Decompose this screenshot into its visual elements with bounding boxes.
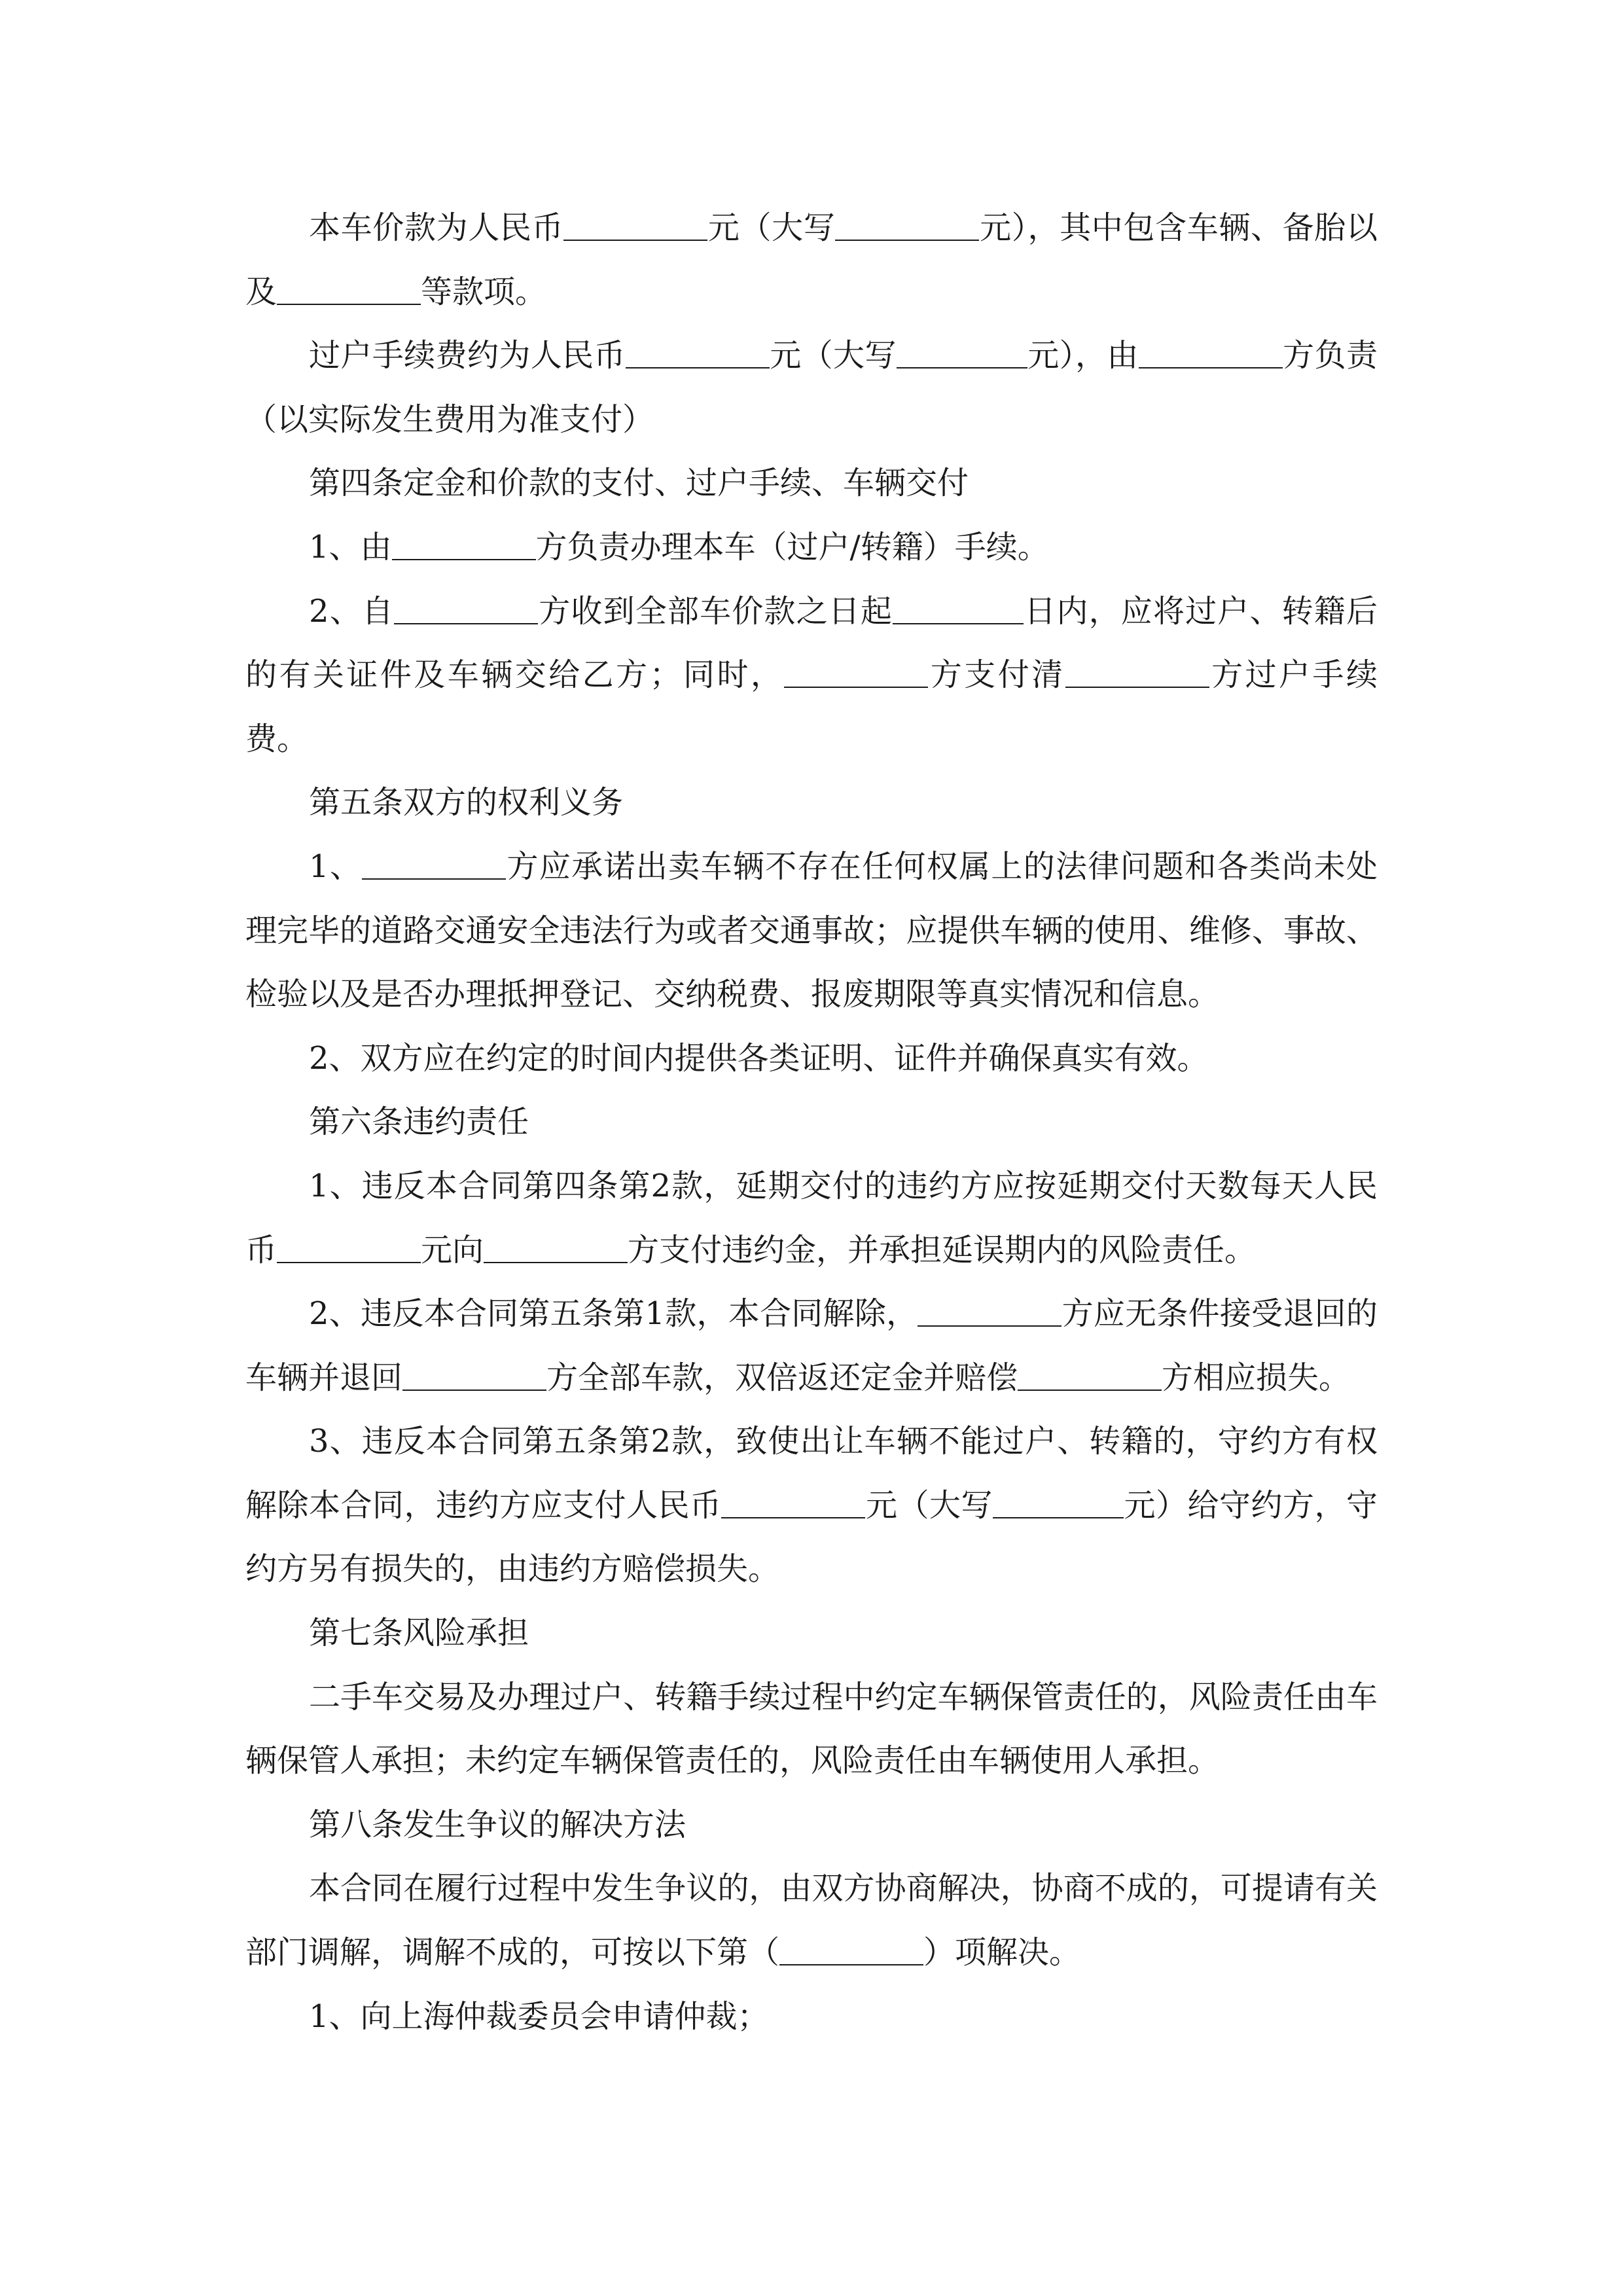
article-8-body: [245, 1857, 1378, 1984]
text: 元）给守约方，守约方另有损失的，由违约方赔偿损失。: [245, 1486, 1378, 1588]
blank-field[interactable]: [362, 851, 506, 880]
blank-field[interactable]: [1139, 340, 1283, 368]
blank-field[interactable]: [394, 596, 538, 624]
blank-field[interactable]: [835, 212, 979, 241]
text: ）项解决。: [923, 1934, 1081, 1971]
text: 本车价款为人民币: [309, 209, 564, 246]
text: 方收到全部车价款之日起: [538, 592, 893, 630]
text: 方负责（以实际发生费用为准支付）: [245, 337, 1378, 438]
blank-field[interactable]: [277, 1234, 421, 1263]
transfer-fee-clause: [245, 324, 1378, 452]
article-4-item-1: [245, 516, 1378, 580]
text: 2、自: [309, 592, 395, 630]
text: 2、违反本合同第五条第1款，本合同解除，: [309, 1295, 918, 1333]
text: 元（大写: [865, 1486, 993, 1524]
article-6-item-2: [245, 1282, 1378, 1410]
text: 方相应损失。: [1162, 1359, 1351, 1396]
article-7-heading: 第七条风险承担: [309, 1615, 529, 1652]
article-6-item-1: [245, 1155, 1378, 1282]
blank-field[interactable]: [392, 531, 536, 560]
text: 方应无条件接受退回的车辆并退回: [245, 1295, 1378, 1396]
text: 元（大写: [707, 209, 836, 246]
text: 等款项。: [421, 273, 547, 310]
text: 1、违反本合同第四条第2款，延期交付的违约方应按延期交付天数每天人民币: [245, 1167, 1378, 1268]
text: 方应承诺出卖车辆不存在任何权属上的法律问题和各类尚未处理完毕的道路交通安全违法行为或者交通事故；应提供车辆的使用、维修、事故、检验以及是否办理抵押登记、交纳税费、报废期限等真实情况和信息。: [245, 848, 1378, 1013]
blank-field[interactable]: [277, 276, 421, 305]
blank-field[interactable]: [897, 340, 1027, 368]
text: 3、违反本合同第五条第2款，致使出让车辆不能过户、转籍的，守约方有权解除本合同，违约方应支付人民币: [245, 1423, 1378, 1524]
blank-field[interactable]: [893, 596, 1024, 624]
article-5-heading: 第五条双方的权利义务: [309, 784, 624, 821]
article-6-heading: 第六条违约责任: [309, 1103, 529, 1141]
article-8-heading: 第八条发生争议的解决方法: [309, 1806, 687, 1843]
article-5-item-1: [245, 835, 1378, 1027]
text: 过户手续费约为人民币: [309, 337, 626, 374]
text: 元（大写: [769, 337, 897, 374]
blank-field[interactable]: [784, 659, 928, 688]
blank-field[interactable]: [1018, 1362, 1162, 1391]
contract-page: [245, 196, 1378, 2049]
blank-field[interactable]: [779, 1937, 923, 1965]
text: 方过户手续费。: [245, 656, 1378, 757]
blank-field[interactable]: [626, 340, 770, 368]
blank-field[interactable]: [1065, 659, 1209, 688]
text: 元向: [421, 1231, 484, 1268]
text: 1、: [309, 848, 363, 885]
blank-field[interactable]: [918, 1298, 1061, 1327]
blank-field[interactable]: [721, 1490, 865, 1518]
article-4-heading: 第四条定金和价款的支付、过户手续、车辆交付: [309, 465, 969, 502]
article-8-item-1: 1、向上海仲裁委员会申请仲裁；: [309, 1998, 769, 2035]
text: 日内，应将过户、转籍后的有关证件及车辆交给乙方；同时，: [245, 592, 1378, 694]
price-clause: [245, 196, 1378, 324]
blank-field[interactable]: [563, 212, 707, 241]
text: 元），由: [1027, 337, 1139, 374]
text: 1、由: [309, 528, 392, 565]
blank-field[interactable]: [402, 1362, 546, 1391]
text: 方全部车款，双倍返还定金并赔偿: [546, 1359, 1018, 1396]
text: 本合同在履行过程中发生争议的，由双方协商解决，协商不成的，可提请有关部门调解，调解不成的，可按以下第（: [245, 1870, 1378, 1971]
article-7-body: 二手车交易及办理过户、转籍手续过程中约定车辆保管责任的，风险责任由车辆保管人承担；未约定车辆保管责任的，风险责任由车辆使用人承担。: [245, 1678, 1378, 1780]
article-4-item-2: [245, 580, 1378, 772]
text: 元），其中包含车辆、备胎以及: [245, 209, 1378, 310]
blank-field[interactable]: [484, 1234, 628, 1263]
text: 方负责办理本车（过户/转籍）手续。: [535, 528, 1049, 565]
text: 方支付清: [928, 656, 1065, 694]
article-5-item-2: 2、双方应在约定的时间内提供各类证明、证件并确保真实有效。: [309, 1039, 1209, 1077]
text: 方支付违约金，并承担延误期内的风险责任。: [628, 1231, 1257, 1268]
article-6-item-3: [245, 1410, 1378, 1602]
blank-field[interactable]: [993, 1490, 1124, 1518]
